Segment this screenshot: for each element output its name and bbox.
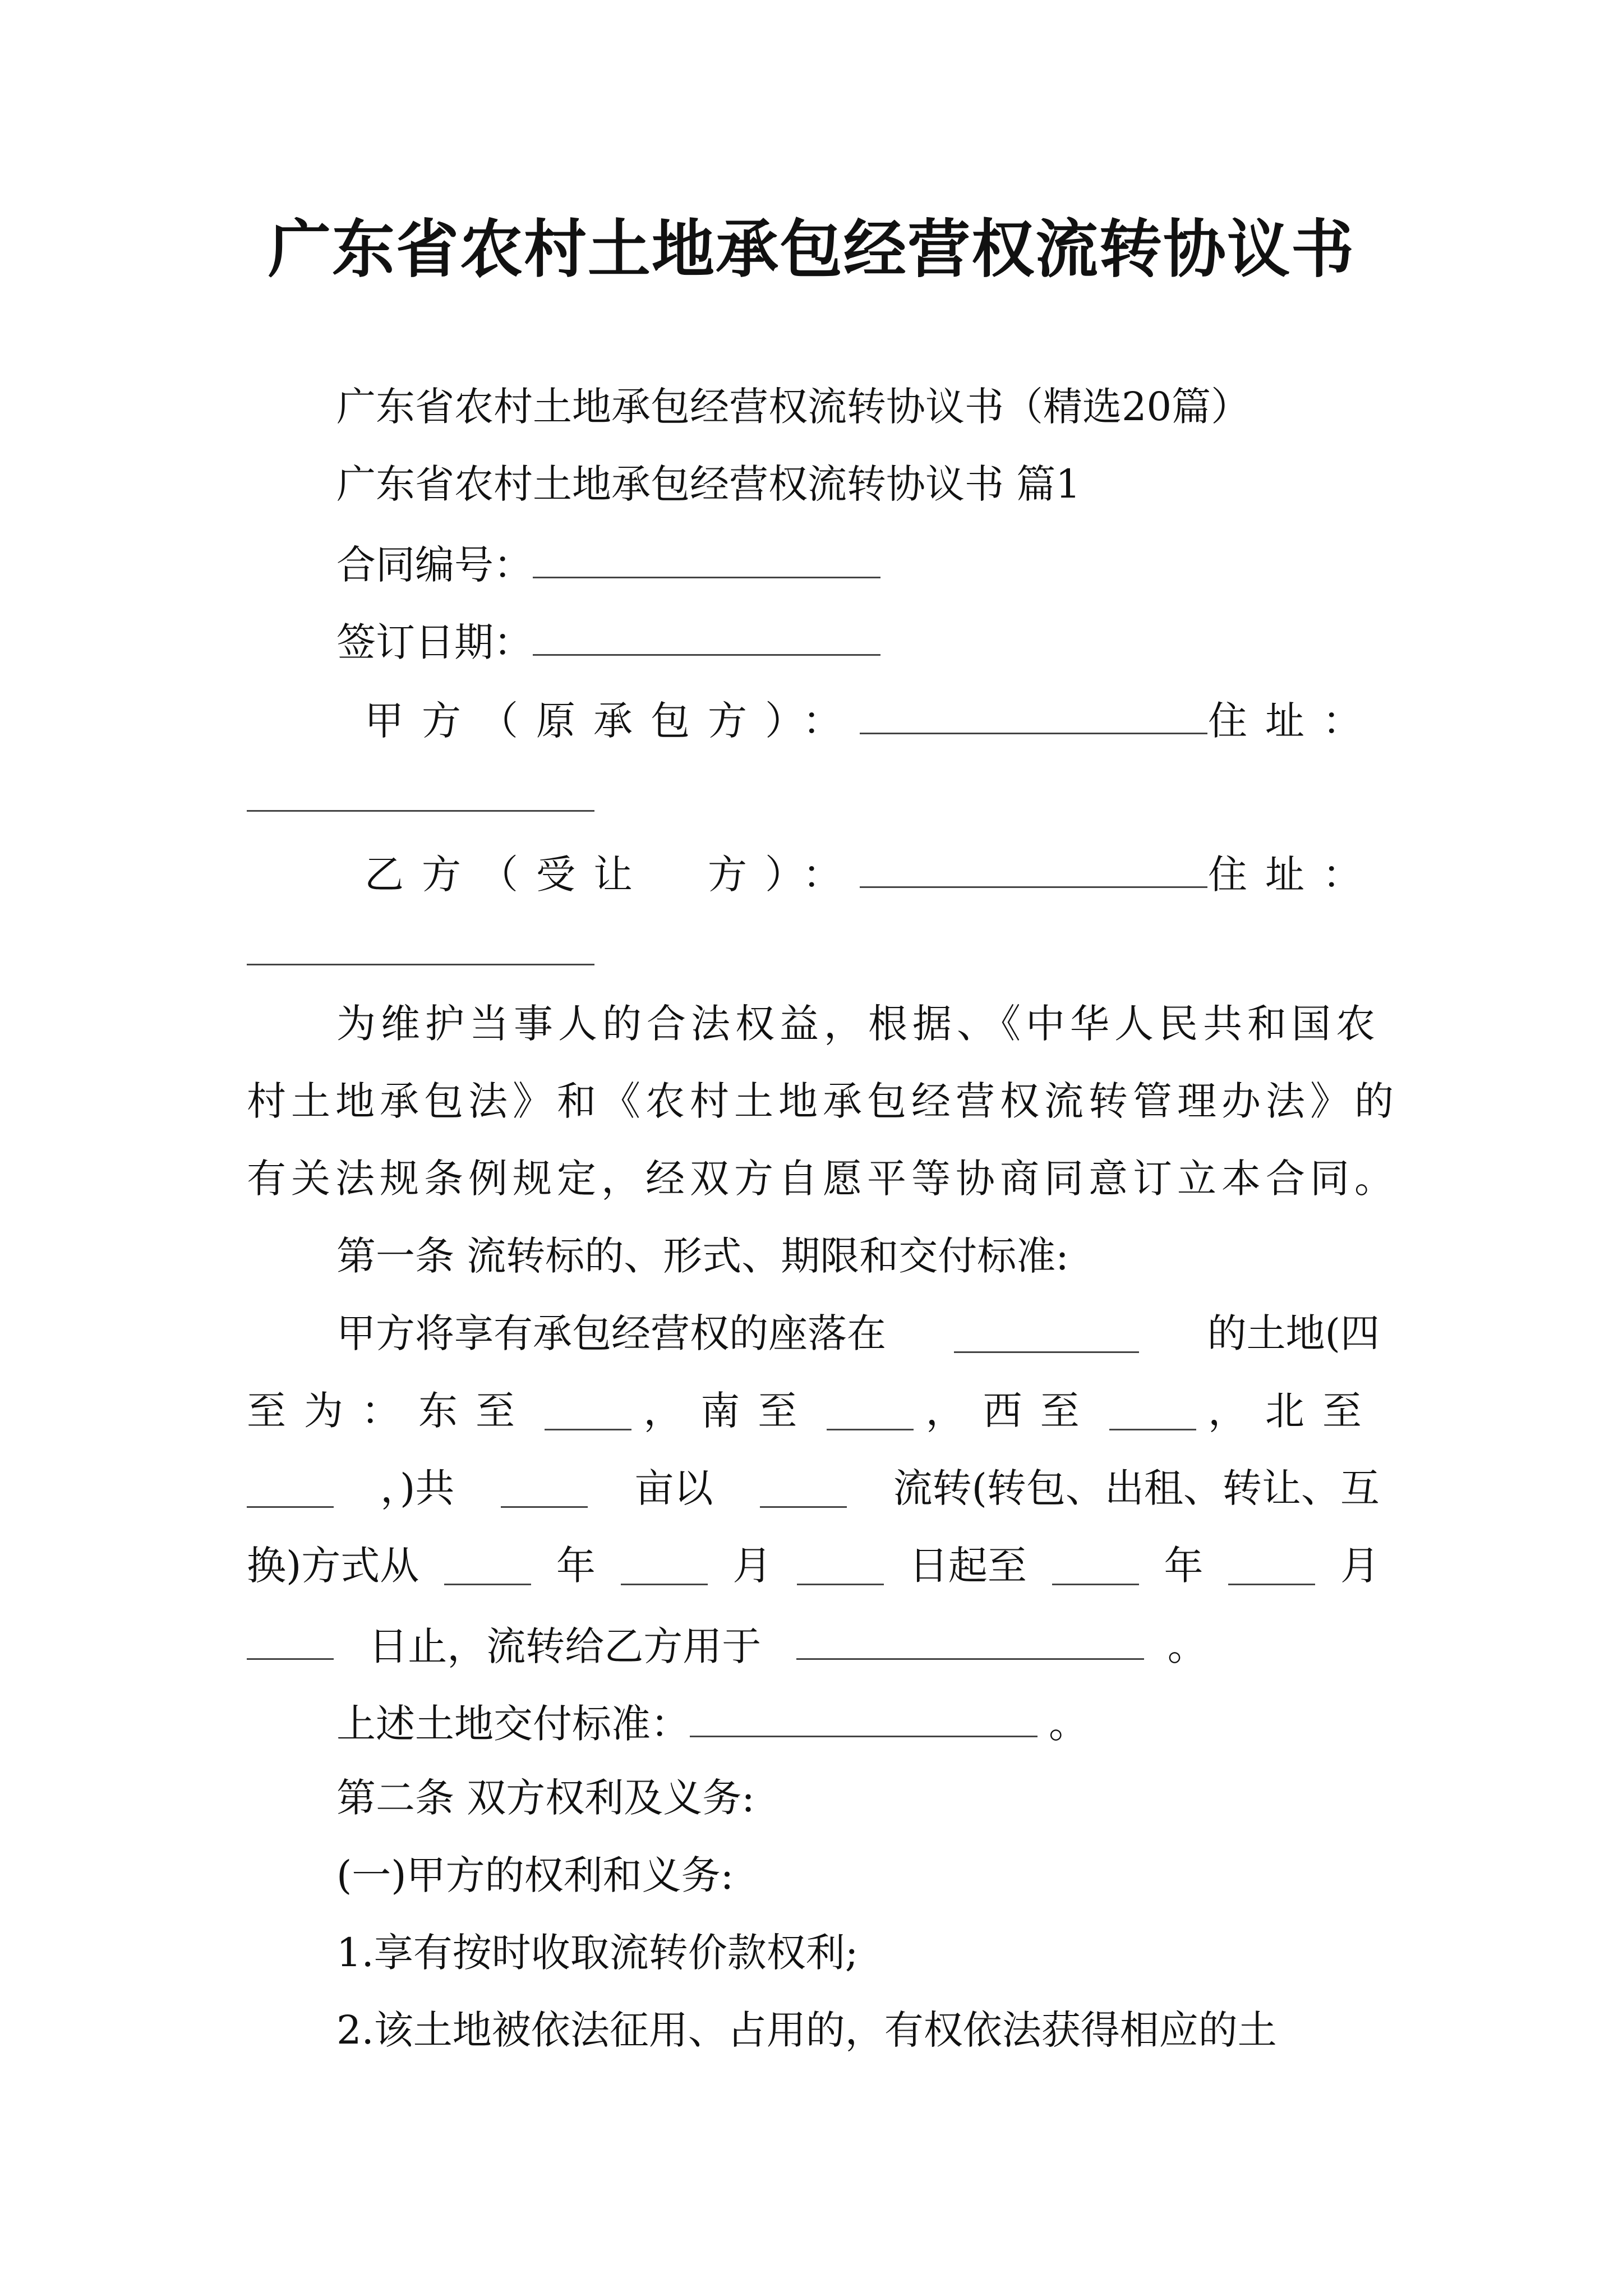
party-a-address-blank <box>247 775 594 812</box>
article-1-line-2 <box>247 1388 1380 1434</box>
party-a-blank <box>860 698 1207 734</box>
south-label: ，南至 <box>643 1388 815 1434</box>
rights-item-1: 1.享有按时收取流转价款权利; <box>336 1930 859 1976</box>
east-label: 至为：东至 <box>247 1388 533 1434</box>
from-label: 换)方式从 <box>247 1543 419 1589</box>
west-label: ，西至 <box>925 1388 1098 1434</box>
sign-date-label: 签订日期： <box>336 619 533 665</box>
north-label: ，北至 <box>1207 1388 1380 1434</box>
until-label: 日起至 <box>909 1543 1027 1589</box>
contract-number-blank <box>533 542 880 578</box>
party-a-row <box>247 698 1380 744</box>
start-day-blank <box>797 1549 884 1585</box>
article-2-title: 第二条 双方权利及义务: <box>336 1775 755 1821</box>
delivery-row <box>336 1701 1088 1747</box>
party-b-row <box>247 852 1380 898</box>
article-1-line-5 <box>247 1623 1207 1669</box>
contract-number-label: 合同编号： <box>336 542 533 588</box>
north-blank <box>247 1471 334 1508</box>
party-a-rights-title: (一)甲方的权利和义务: <box>336 1852 734 1898</box>
end-month-blank <box>1228 1549 1315 1585</box>
start-year-blank <box>444 1549 531 1585</box>
article-1-line-1 <box>247 1310 1380 1356</box>
party-b-blank <box>860 852 1207 888</box>
mu-label: 亩以 <box>634 1465 713 1511</box>
article-1-line-3 <box>247 1465 1380 1511</box>
delivery-end: 。 <box>1049 1701 1088 1747</box>
east-blank <box>545 1394 631 1430</box>
location-blank <box>954 1317 1139 1353</box>
sign-date-row <box>336 619 880 665</box>
party-a-address-label: 住址： <box>1208 698 1380 744</box>
rights-item-2: 2.该土地被依法征用、占用的，有权依法获得相应的土 <box>336 2007 1277 2053</box>
delivery-blank <box>690 1701 1038 1737</box>
purpose-blank <box>796 1623 1144 1660</box>
contract-number-row <box>336 542 880 588</box>
intro-line-1: 为维护当事人的合法权益，根据、《中华人民共和国农 <box>336 1001 1380 1047</box>
start-month-blank <box>621 1549 708 1585</box>
transfer-method-label: 流转(转包、出租、转让、互 <box>893 1465 1380 1511</box>
purpose-label: 日止，流转给乙方用于 <box>368 1623 762 1669</box>
party-b-label: 乙方（受让 方）： <box>365 852 860 898</box>
party-b-address-row <box>247 929 594 972</box>
article-1-title: 第一条 流转标的、形式、期限和交付标准: <box>336 1233 1069 1279</box>
end-year-label: 年 <box>1164 1543 1204 1589</box>
article-1-text-b: 的土地(四 <box>1207 1310 1380 1356</box>
section-heading: 广东省农村土地承包经营权流转协议书 篇1 <box>336 461 1081 507</box>
sign-date-blank <box>533 619 880 656</box>
document-title: 广东省农村土地承包经营权流转协议书 <box>268 213 1355 286</box>
year-label: 年 <box>556 1543 596 1589</box>
end-year-blank <box>1052 1549 1139 1585</box>
party-a-address-row <box>247 775 594 818</box>
intro-line-2: 村土地承包法》和《农村土地承包经营权流转管理办法》的 <box>247 1078 1399 1124</box>
party-a-label: 甲方（原承包方）： <box>365 698 860 744</box>
month-label: 月 <box>732 1543 772 1589</box>
method-blank <box>760 1471 847 1508</box>
article-1-text-a: 甲方将享有承包经营权的座落在 <box>336 1310 886 1356</box>
purpose-end: 。 <box>1167 1623 1207 1669</box>
delivery-label: 上述土地交付标准： <box>336 1701 690 1747</box>
south-blank <box>827 1394 914 1430</box>
article-1-line-4 <box>247 1543 1380 1589</box>
west-blank <box>1109 1394 1196 1430</box>
end-day-blank <box>247 1623 334 1660</box>
intro-line-3: 有关法规条例规定，经双方自愿平等协商同意订立本合同。 <box>247 1156 1399 1202</box>
party-b-address-blank <box>247 929 594 965</box>
total-label: ，)共 <box>380 1465 455 1511</box>
subtitle: 广东省农村土地承包经营权流转协议书（精选20篇） <box>336 384 1251 430</box>
area-blank <box>501 1471 588 1508</box>
end-month-label: 月 <box>1340 1543 1380 1589</box>
party-b-address-label: 住址： <box>1208 852 1380 898</box>
